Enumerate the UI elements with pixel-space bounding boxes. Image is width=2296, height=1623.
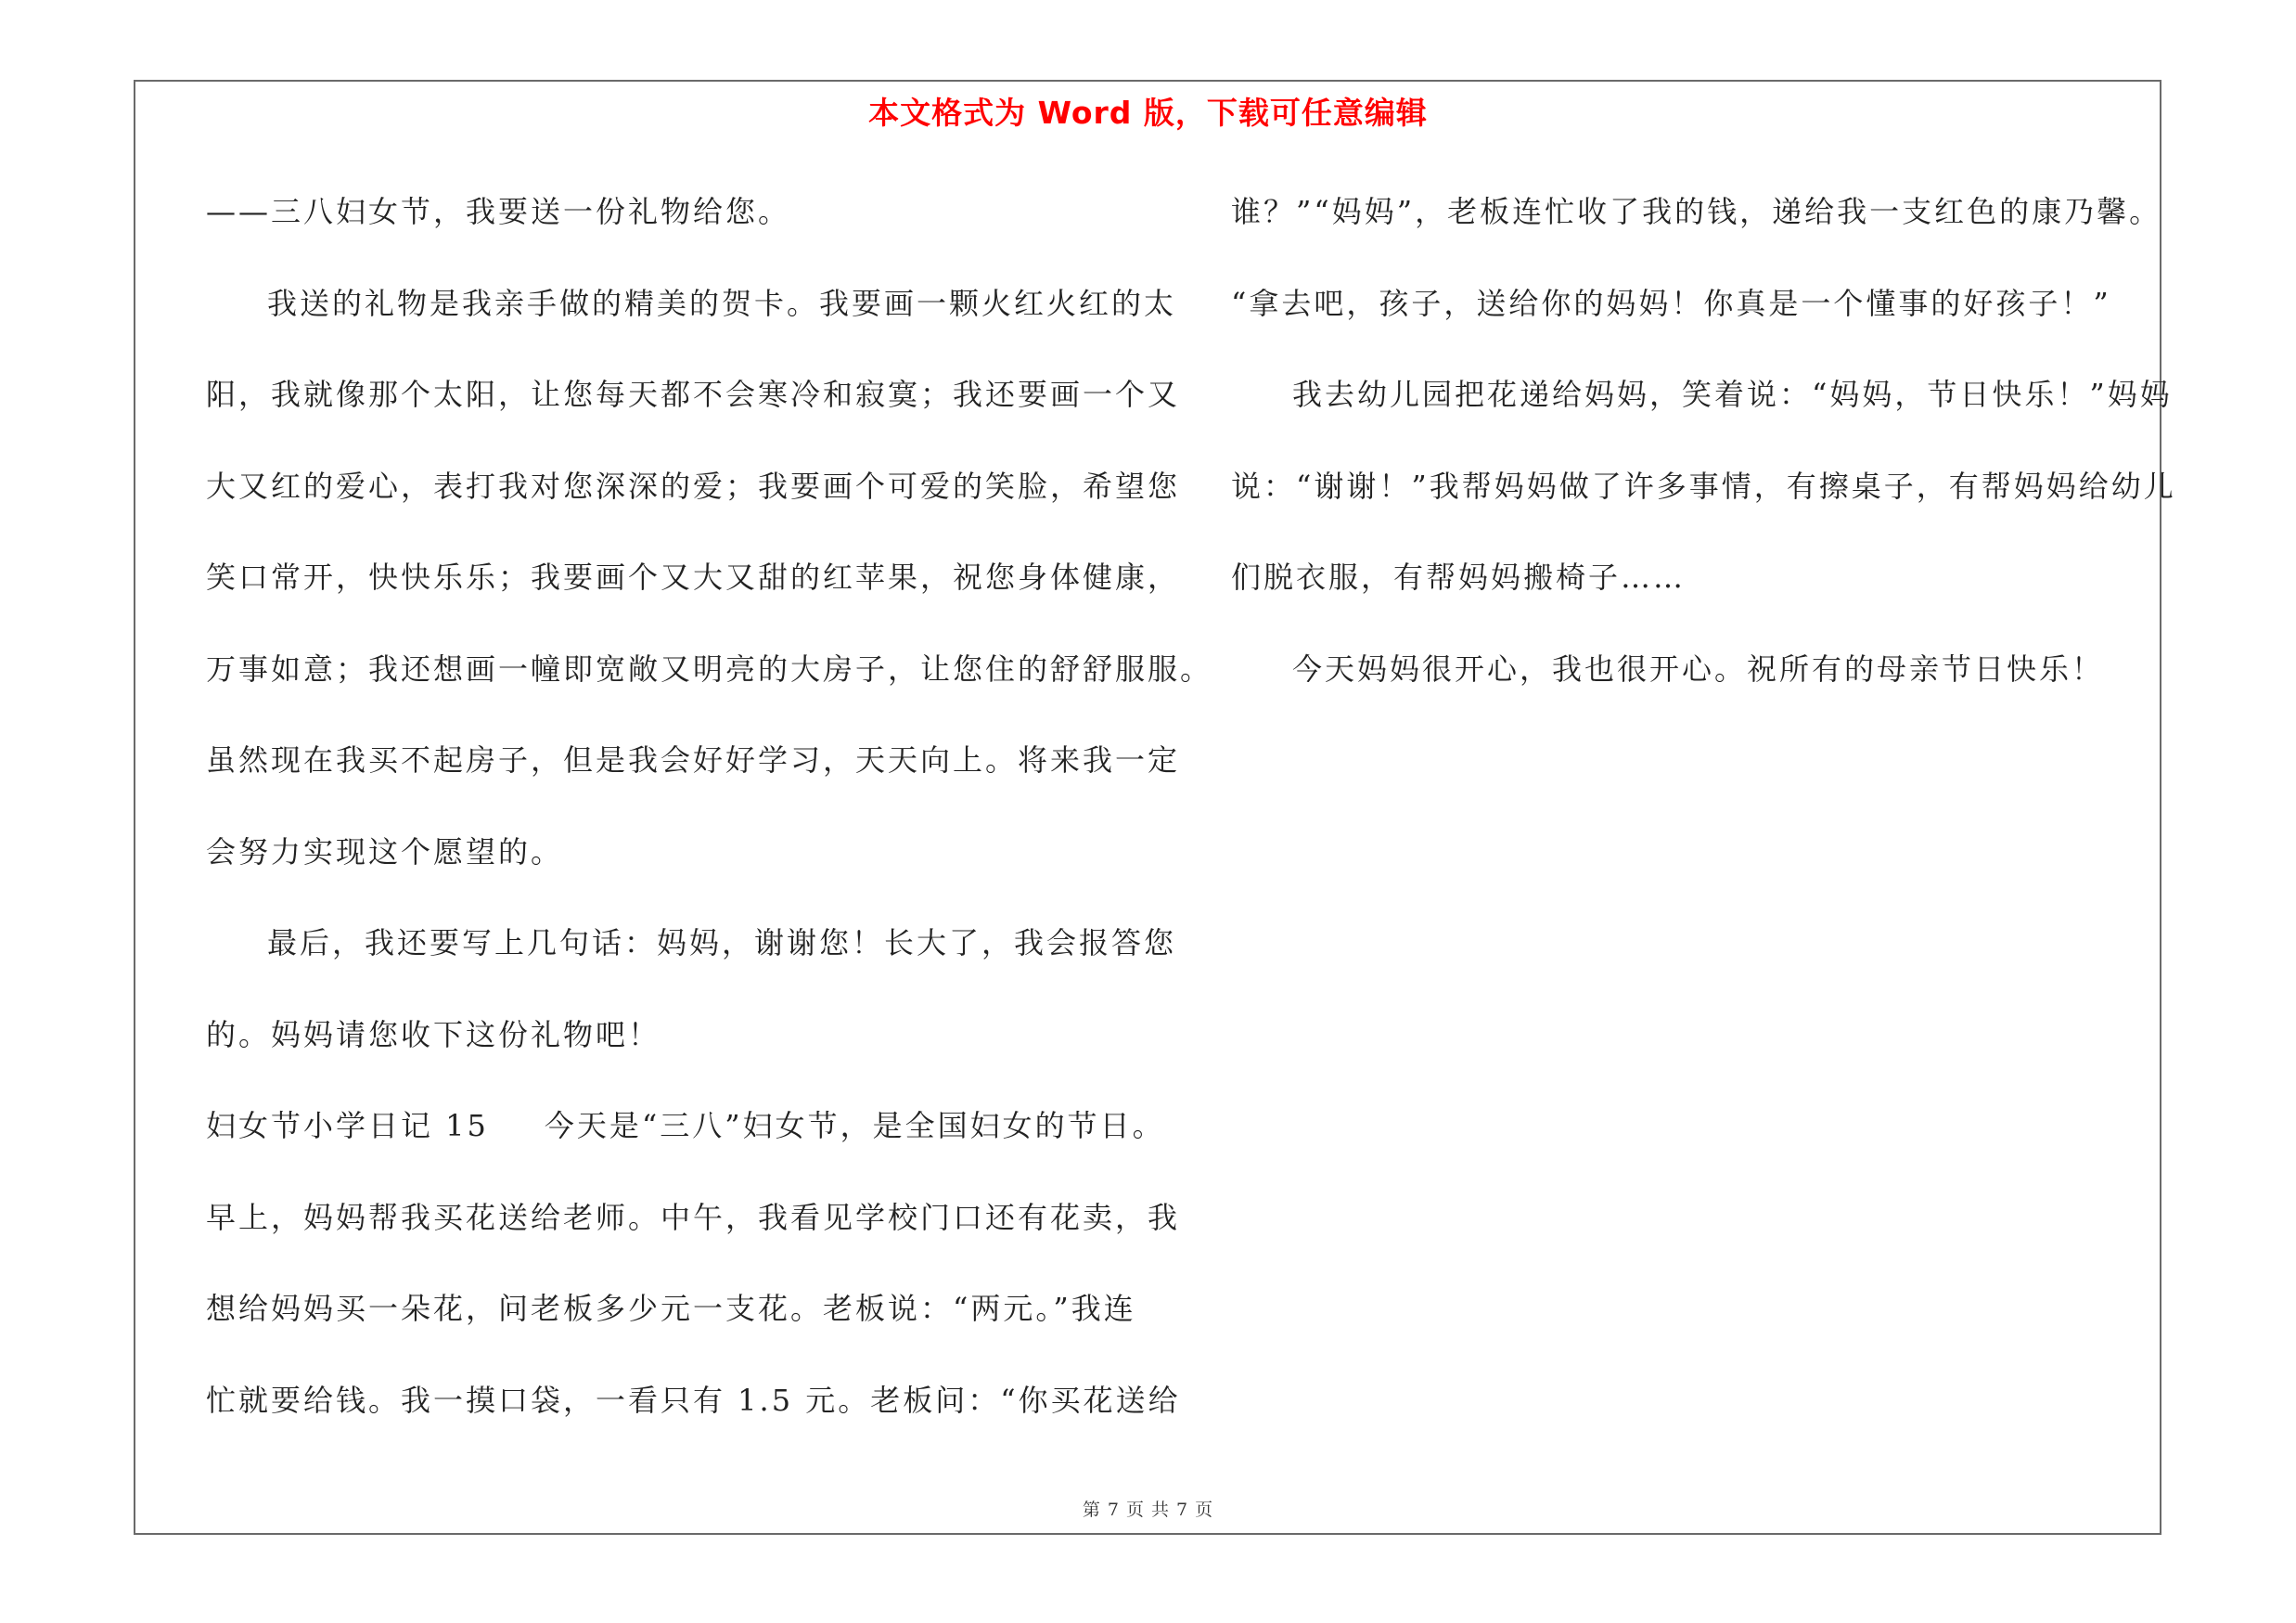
right-column [1231, 184, 2196, 732]
paragraph-start-line: 我送的礼物是我亲手做的精美的贺卡。我要画一颗火红火红的太 [267, 285, 1177, 321]
text-line: 忙就要给钱。我一摸口袋，一看只有 1.5 元。老板问：“你买花送给 [206, 1382, 1181, 1418]
paragraph-start-line: 最后，我还要写上几句话：妈妈，谢谢您！长大了，我会报答您 [267, 925, 1177, 960]
text-line: “拿去吧，孩子，送给你的妈妈！你真是一个懂事的好孩子！” [1231, 285, 2111, 321]
text-line: 早上，妈妈帮我买花送给老师。中午，我看见学校门口还有花卖，我 [206, 1199, 1181, 1235]
left-column [206, 184, 1213, 1463]
diary-heading-line [206, 1098, 1165, 1190]
text-line: 们脱衣服，有帮妈妈搬椅子…… [1231, 560, 1687, 595]
page-number: 第 7 页 共 7 页 [1082, 1500, 1214, 1520]
text-line: 的。妈妈请您收下这份礼物吧！ [206, 1016, 661, 1052]
text-line: 想给妈妈买一朵花，问老板多少元一支花。老板说：“两元。”我连 [206, 1291, 1136, 1326]
header-banner: 本文格式为 Word 版，下载可任意编辑 [868, 95, 1428, 131]
diary-first-sentence: 今天是“三八”妇女节，是全国妇女的节日。 [544, 1108, 1165, 1143]
text-line: 大又红的爱心，表打我对您深深的爱；我要画个可爱的笑脸，希望您 [206, 468, 1181, 504]
paragraph-start-line: 我去幼儿园把花递给妈妈，笑着说：“妈妈，节日快乐！”妈妈 [1292, 377, 2173, 412]
text-line: 说：“谢谢！”我帮妈妈做了许多事情，有擦桌子，有帮妈妈给幼儿 [1231, 468, 2176, 504]
diary-heading: 妇女节小学日记 15 [206, 1108, 489, 1143]
text-line: ——三八妇女节，我要送一份礼物给您。 [206, 194, 791, 229]
paragraph-start-line: 今天妈妈很开心，我也很开心。祝所有的母亲节日快乐！ [1292, 650, 2105, 687]
text-line: 会努力实现这个愿望的。 [206, 833, 564, 869]
text-line: 万事如意；我还想画一幢即宽敞又明亮的大房子，让您住的舒舒服服。 [206, 650, 1213, 687]
text-line: 虽然现在我买不起房子，但是我会好好学习，天天向上。将来我一定 [206, 742, 1181, 778]
text-line: 谁？”“妈妈”，老板连忙收了我的钱，递给我一支红色的康乃馨。 [1231, 194, 2162, 229]
text-line: 笑口常开，快快乐乐；我要画个又大又甜的红苹果，祝您身体健康， [206, 560, 1181, 595]
text-line: 阳，我就像那个太阳，让您每天都不会寒冷和寂寞；我还要画一个又 [206, 377, 1181, 412]
